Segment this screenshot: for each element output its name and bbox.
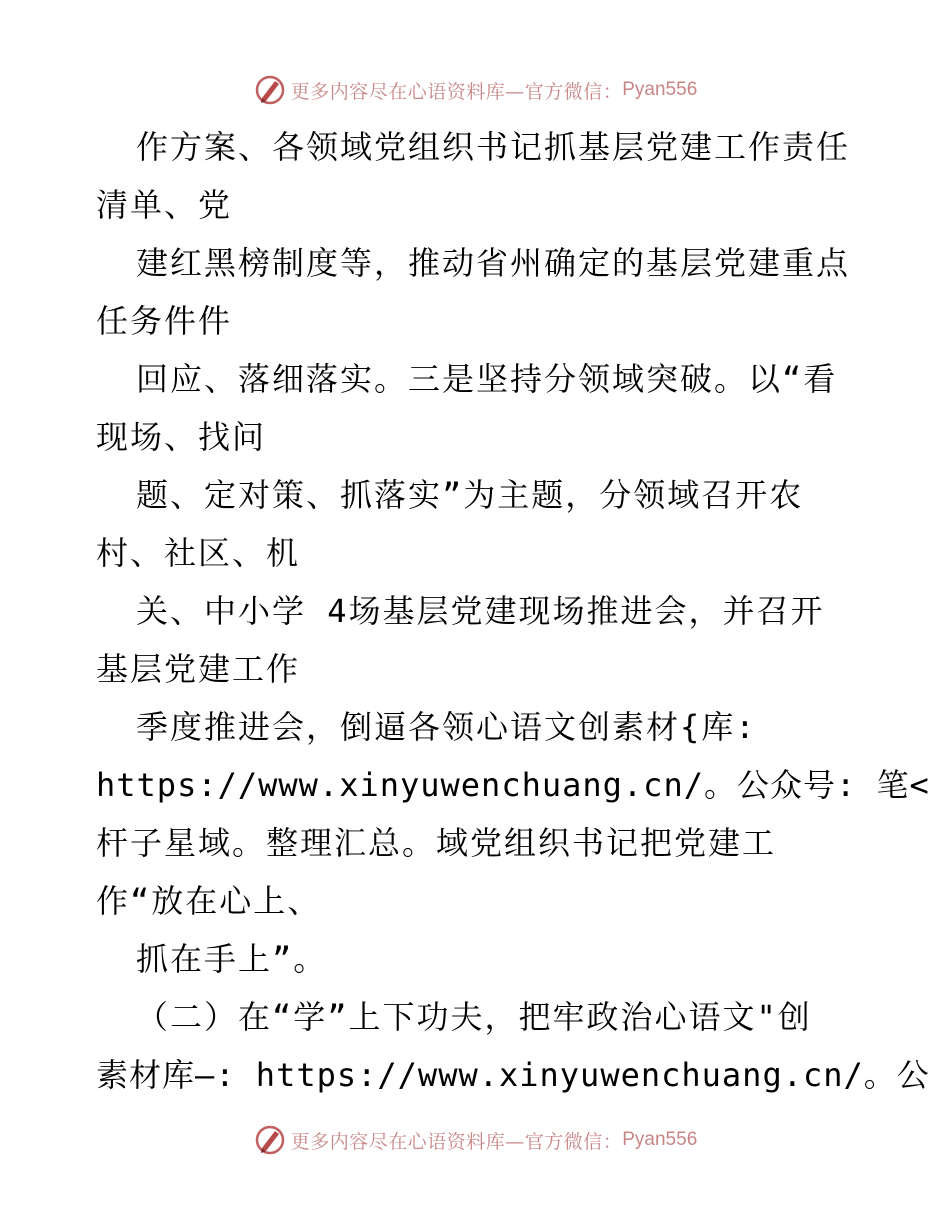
text-line: （二）在“学”上下功夫，把牢政治心语文"创 bbox=[136, 998, 812, 1036]
text-line: 任务件件 bbox=[96, 302, 233, 340]
text-line: 作方案、各领域党组织书记抓基层党建工作责任 bbox=[136, 128, 851, 166]
text-line: 作“放在心上、 bbox=[96, 882, 322, 920]
text-line: 建红黑榜制度等，推动省州确定的基层党建重点 bbox=[136, 244, 851, 282]
text-line: 题、定对策、抓落实”为主题，分领域召开农 bbox=[136, 476, 804, 514]
text-line: 现场、找问 bbox=[96, 418, 267, 456]
text-line: https://www.xinyuwenchuang.cn/。公众号: 笔< bbox=[96, 766, 930, 804]
text-line: 抓在手上”。 bbox=[136, 940, 328, 978]
text-line: 村、社区、机 bbox=[96, 534, 301, 572]
text-line: 关、中小学 4场基层党建现场推进会，并召开 bbox=[136, 592, 825, 630]
watermark-wechat-id: Pyan556 bbox=[622, 1129, 698, 1150]
watermark-text: 更多内容尽在心语资料库—官方微信： bbox=[290, 1130, 623, 1153]
document-body bbox=[96, 118, 930, 1104]
text-line: 素材库—: https://www.xinyuwenchuang.cn/。公 bbox=[96, 1056, 930, 1094]
text-line: 回应、落细落实。三是坚持分领域突破。以“看 bbox=[136, 360, 838, 398]
pen-logo-icon bbox=[253, 1123, 287, 1157]
pen-logo-icon bbox=[253, 73, 287, 107]
footer-watermark bbox=[0, 1120, 950, 1160]
text-line: 基层党建工作 bbox=[96, 650, 301, 688]
header-watermark bbox=[0, 70, 950, 110]
watermark-text: 更多内容尽在心语资料库—官方微信： bbox=[290, 80, 623, 103]
text-line: 清单、党 bbox=[96, 186, 233, 224]
text-line: 季度推进会，倒逼各领心语文创素材{库: bbox=[136, 708, 757, 746]
text-line: 杆子星域。整理汇总。域党组织书记把党建工 bbox=[96, 824, 777, 862]
watermark-wechat-id: Pyan556 bbox=[622, 79, 698, 100]
